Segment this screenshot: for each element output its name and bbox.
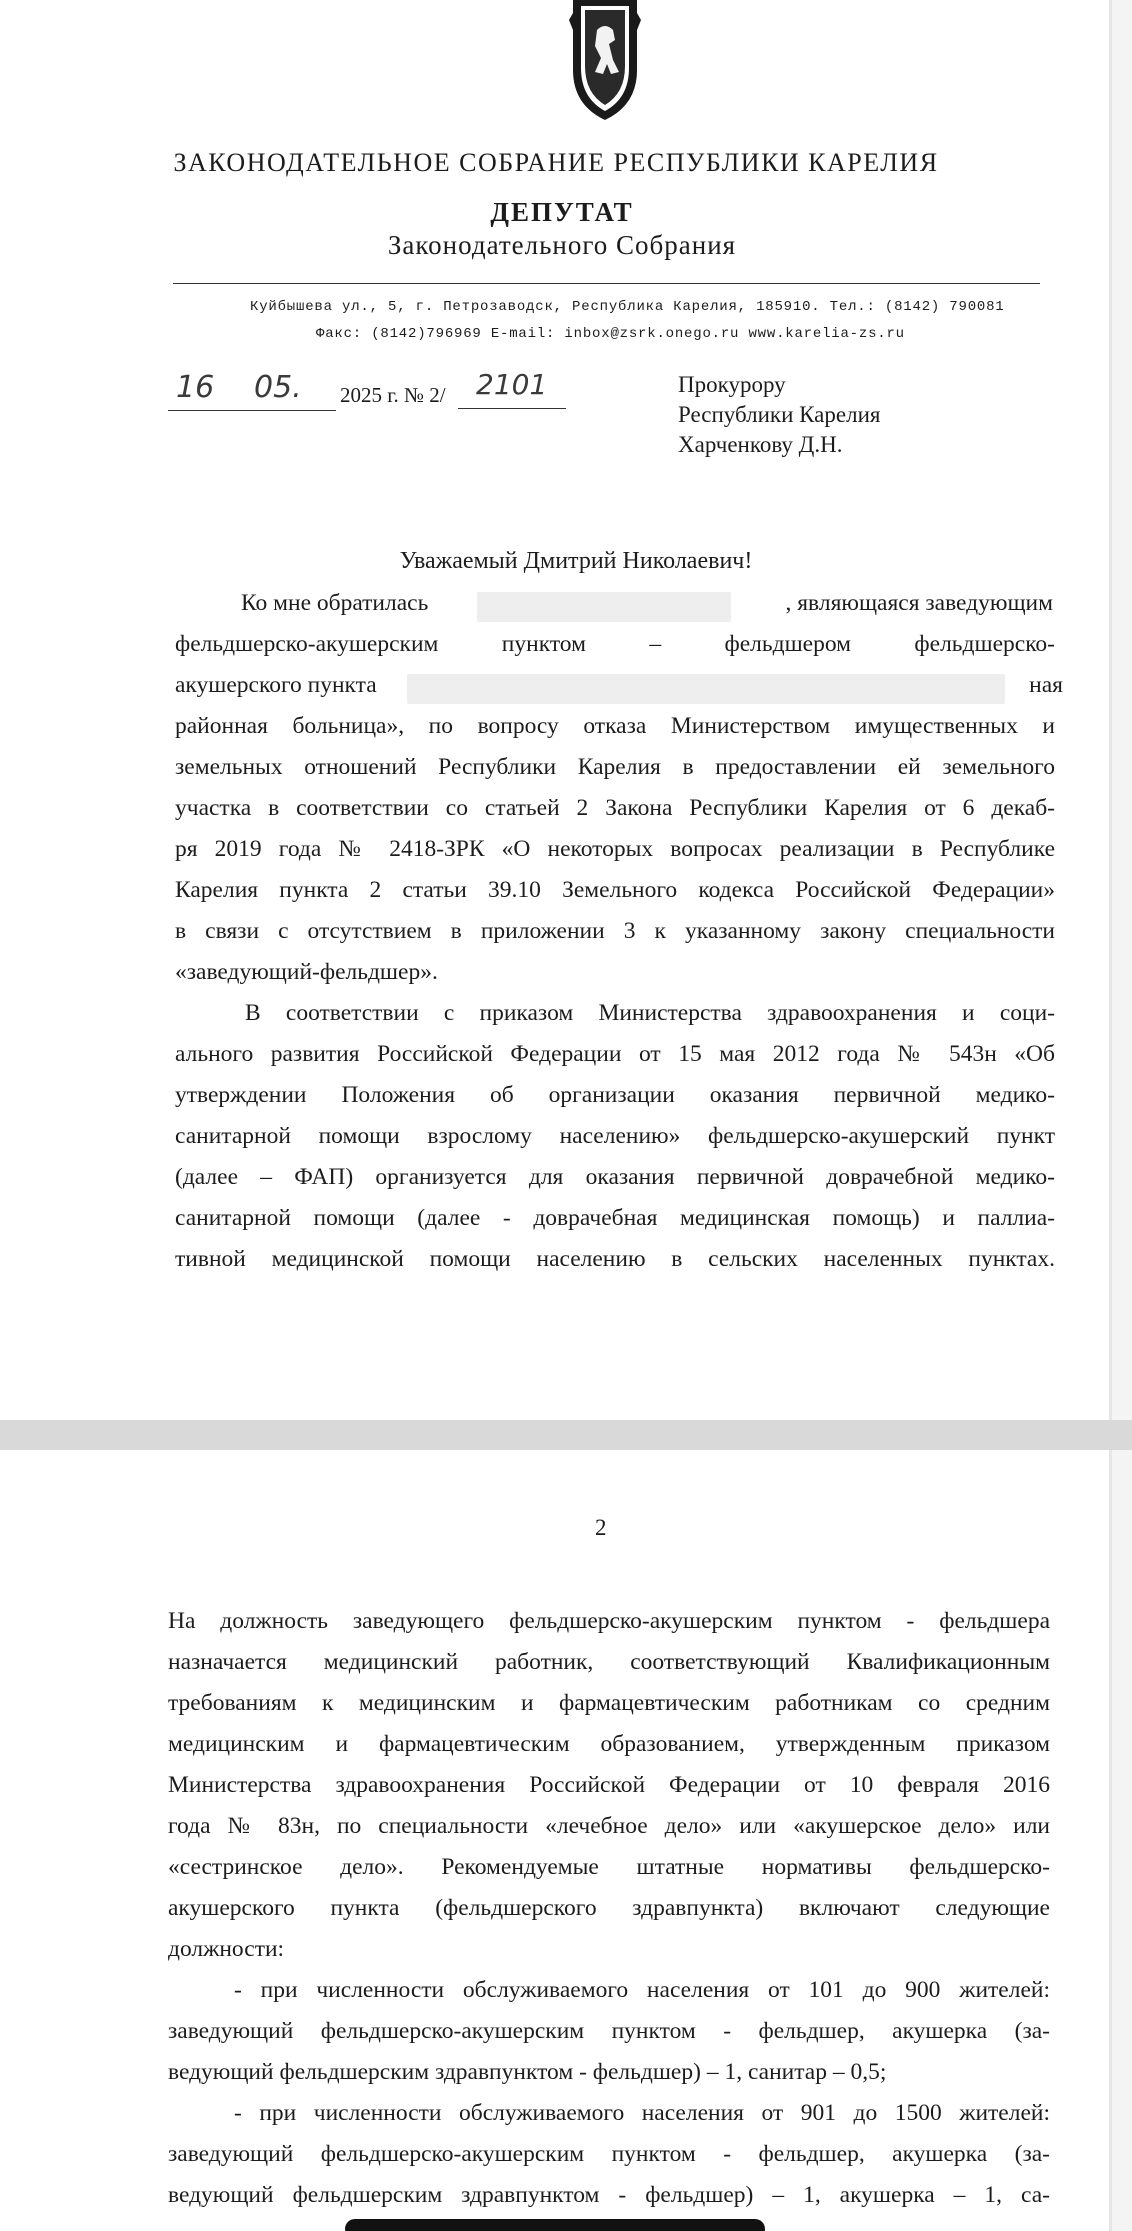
body-line-12: ального развития Российской Федерации от 15 мая 2012 года № 543н «Об — [175, 1041, 1055, 1067]
p2-line-8: акушерского пункта (фельдшерского здравпункта) включают следующие — [168, 1895, 1050, 1921]
body-line-17: тивной медицинской помощи населению в сельских населенных пунктах. — [175, 1246, 1055, 1272]
document-page-2 — [0, 1450, 1112, 2231]
p2-line-14: заведующий фельдшерско-акушерским пунктом - фельдшер, акушерка (за- — [168, 2141, 1050, 2167]
letterhead-subtitle: Законодательного Собрания — [387, 230, 737, 260]
p2-line-9: должности: — [168, 1936, 285, 1962]
body-line-11: В соответствии с приказом Министерства здравоохранения и соци- — [245, 1000, 1055, 1026]
letterhead-title: ДЕПУТАТ — [490, 197, 634, 227]
body-line-15: (далее – ФАП) организуется для оказания первичной доврачебной медико- — [175, 1164, 1055, 1190]
body-line-8: Карелия пункта 2 статьи 39.10 Земельного кодекса Российской Федерации» — [175, 877, 1055, 903]
handwritten-outgoing-number: 2101 — [476, 368, 548, 401]
letterhead-divider — [173, 283, 1040, 284]
document-date-number — [168, 370, 568, 415]
body-line-2: фельдшерско-акушерским пунктом – фельдшером фельдшерско- — [175, 631, 1055, 657]
number-underline — [458, 408, 566, 409]
letter-greeting: Уважаемый Дмитрий Николаевич! — [399, 548, 753, 574]
contact-address: Куйбышева ул., 5, г. Петрозаводск, Республика Карелия, 185910. Тел.: (8142) 790081 — [250, 299, 1005, 315]
addressee-line-3: Харченкову Д.Н. — [678, 432, 843, 457]
p2-line-12: ведующий фельдшерским здравпунктом - фельдшер) – 1, санитар – 0,5; — [168, 2059, 887, 2085]
page-separator — [0, 1420, 1132, 1450]
viewer-background-strip — [1112, 0, 1132, 2231]
contact-fax-email: Факс: (8142)796969 E-mail: inbox@zsrk.onego.ru www.karelia-zs.ru — [316, 326, 905, 342]
p2-line-5: Министерства здравоохранения Российской Федерации от 10 февраля 2016 — [168, 1772, 1050, 1798]
year-and-number-label: 2025 г. № 2/ — [340, 383, 446, 407]
body-line-14: санитарной помощи взрослому населению» фельдшерско-акушерский пункт — [175, 1123, 1055, 1149]
date-underline — [168, 410, 336, 411]
p2-line-7: «сестринское дело». Рекомендуемые штатные нормативы фельдшерско- — [168, 1854, 1050, 1880]
addressee-line-2: Республики Карелия — [678, 402, 881, 427]
body-line-7: ря 2019 года № 2418-ЗРК «О некоторых вопросах реализации в Республике — [175, 836, 1055, 862]
addressee-line-1: Прокурору — [678, 372, 786, 397]
body-line-10: «заведующий-фельдшер». — [175, 959, 438, 985]
letter-body-page-1: Ко мне обратилась , являющаяся заведующим фельдшерско-акушерским пунктом – фельдшером фельдшерско- акушерского пункта ная районная больница», по вопросу отказа Министерством имущественных и земельных отношений Республики Карелия в предоставлении ей земельного участка в соответствии со статьей 2 Закона Республики Карелия от 6 декаб- ря 2019 года № 2418-ЗРК «О некоторых вопросах реализации в Республике Карелия пункта 2 статьи 39.10 Земельного кодекса Российской Федерации» в связи с отсутствием в приложении 3 к указанному закону специальности «заведующий-фельдшер». В соответствии с приказом Министерства здравоохранения и соци- ального развития Российской Федерации от 15 мая 2012 года № 543н «Об утверждении Положения об организации оказания первичной медико- санитарной помощи взрослому населению» фельдшерско-акушерский пункт (далее – ФАП) организуется для оказания первичной доврачебной медико- санитарной помощи (далее - доврачебная медицинская помощь) и паллиа- тивной медицинской помощи населению в сельских населенных пунктах. — [175, 590, 1063, 1272]
handwritten-month: 05. — [254, 370, 302, 405]
handwritten-day: 16 — [176, 370, 215, 405]
body-line-5: земельных отношений Республики Карелия в предоставлении ей земельного — [175, 754, 1055, 780]
body-line-4: районная больница», по вопросу отказа Министерством имущественных и — [175, 713, 1055, 739]
p2-line-15: ведующий фельдшерским здравпунктом - фельдшер) – 1, акушерка – 1, са- — [168, 2182, 1050, 2208]
redacted-name — [477, 592, 731, 622]
page-number: 2 — [595, 1515, 607, 1540]
p2-line-2: назначается медицинский работник, соответствующий Квалификационным — [168, 1649, 1050, 1675]
p2-line-10: - при численности обслуживаемого населения от 101 до 900 жителей: — [234, 1977, 1050, 2003]
p2-line-6: года № 83н, по специальности «лечебное дело» или «акушерское дело» или — [168, 1813, 1050, 1839]
organization-name: ЗАКОНОДАТЕЛЬНОЕ СОБРАНИЕ РЕСПУБЛИКИ КАРЕЛИЯ — [173, 148, 939, 177]
letter-body-page-2 — [168, 1608, 1050, 2231]
p2-line-4: медицинским и фармацевтическим образованием, утвержденным приказом — [168, 1731, 1050, 1757]
karelia-coat-of-arms-icon — [555, 0, 655, 122]
home-indicator-bar — [345, 2219, 765, 2231]
body-line-16: санитарной помощи (далее - доврачебная медицинская помощь) и паллиа- — [175, 1205, 1055, 1231]
body-line-13: утверждении Положения об организации оказания первичной медико- — [175, 1082, 1055, 1108]
body-line-6: участка в соответствии со статьей 2 Закона Республики Карелия от 6 декаб- — [175, 795, 1055, 821]
redacted-location — [407, 674, 1005, 704]
p2-line-13: - при численности обслуживаемого населения от 901 до 1500 жителей: — [234, 2100, 1050, 2126]
body-line-9: в связи с отсутствием в приложении 3 к указанному закону специальности — [175, 918, 1055, 944]
p2-line-3: требованиям к медицинским и фармацевтическим работникам со средним — [168, 1690, 1050, 1716]
p2-line-11: заведующий фельдшерско-акушерским пунктом - фельдшер, акушерка (за- — [168, 2018, 1050, 2044]
p2-line-1: На должность заведующего фельдшерско-акушерским пунктом - фельдшера — [168, 1608, 1050, 1634]
